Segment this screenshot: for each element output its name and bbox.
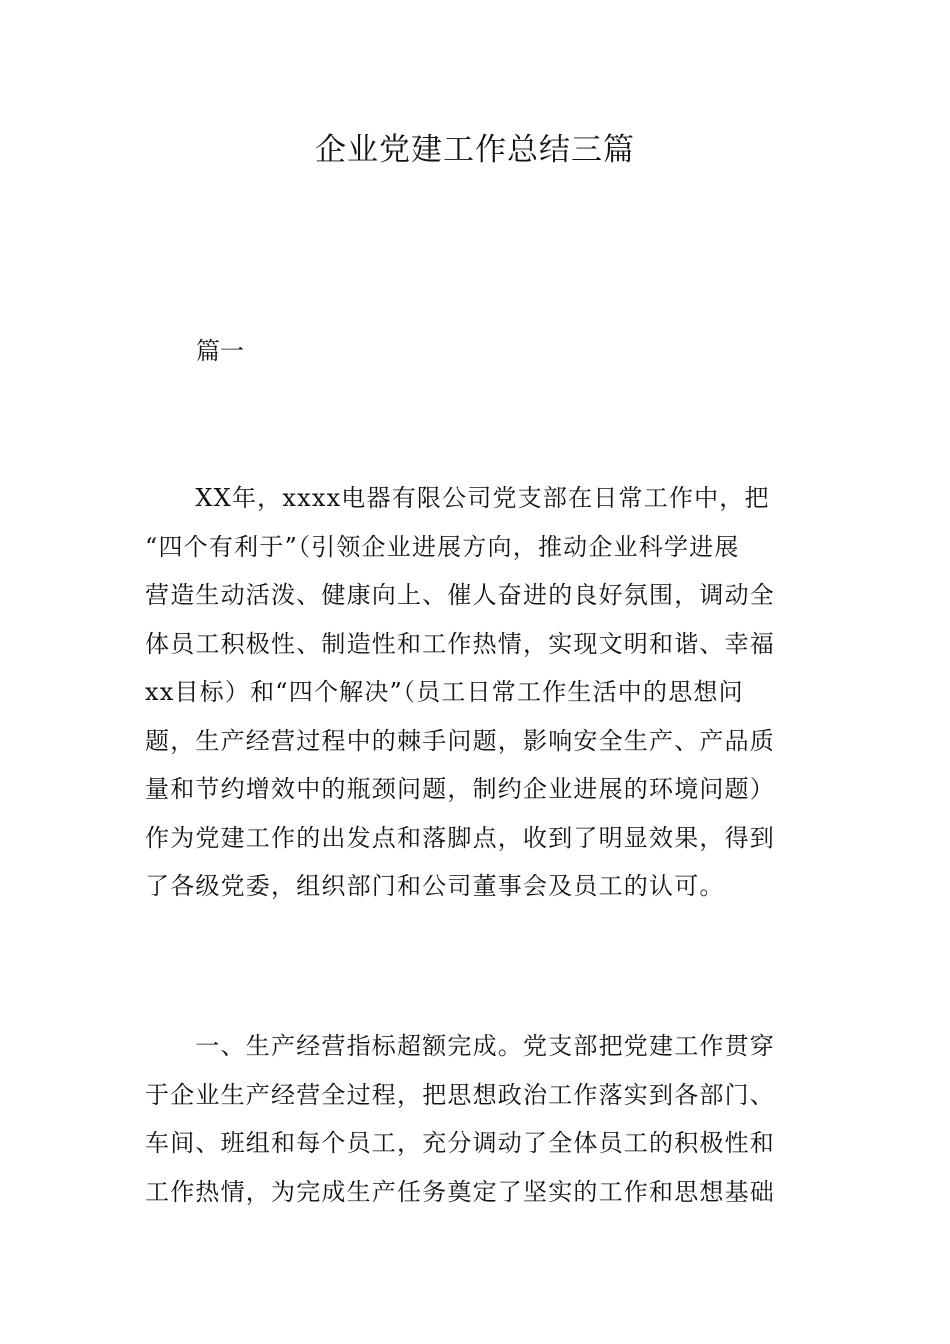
document-title: 企业党建工作总结三篇	[315, 132, 635, 168]
paragraph-line: 作为党建工作的出发点和落脚点，收到了明显效果，得到	[145, 823, 775, 852]
paragraph-line: 车间、班组和每个员工，充分调动了全体员工的积极性和	[145, 1129, 775, 1157]
paragraph-line: 营造生动活泼、健康向上、催人奋进的良好氛围，调动全	[145, 581, 775, 609]
paragraph-line: 题，生产经营过程中的棘手问题，影响安全生产、产品质	[145, 726, 775, 755]
paragraph-intro	[145, 474, 809, 911]
paragraph-line: 一、生产经营指标超额完成。党支部把党建工作贯穿	[145, 1032, 775, 1060]
paragraph-line: 量和节约增效中的瓶颈问题，制约企业进展的环境问题）	[145, 775, 775, 803]
paragraph-line: 体员工积极性、制造性和工作热情，实现文明和谐、幸福	[145, 629, 775, 658]
paragraph-line: XX年，xxxx电器有限公司党支部在日常工作中，把	[145, 484, 770, 512]
paragraph-line: 工作热情，为完成生产任务奠定了坚实的工作和思想基础	[145, 1177, 775, 1206]
paragraph-line: 了各级党委，组织部门和公司董事会及员工的认可。	[145, 872, 725, 900]
paragraph-line: 于企业生产经营全过程，把思想政治工作落实到各部门、	[145, 1080, 775, 1109]
paragraph-line: xx目标）和“四个解决”（员工日常工作生活中的思想问	[145, 678, 744, 706]
paragraph-section-one	[145, 1022, 809, 1216]
section-label: 篇一	[196, 337, 244, 365]
paragraph-line: “四个有利于”（引领企业进展方向，推动企业科学进展	[145, 532, 740, 561]
